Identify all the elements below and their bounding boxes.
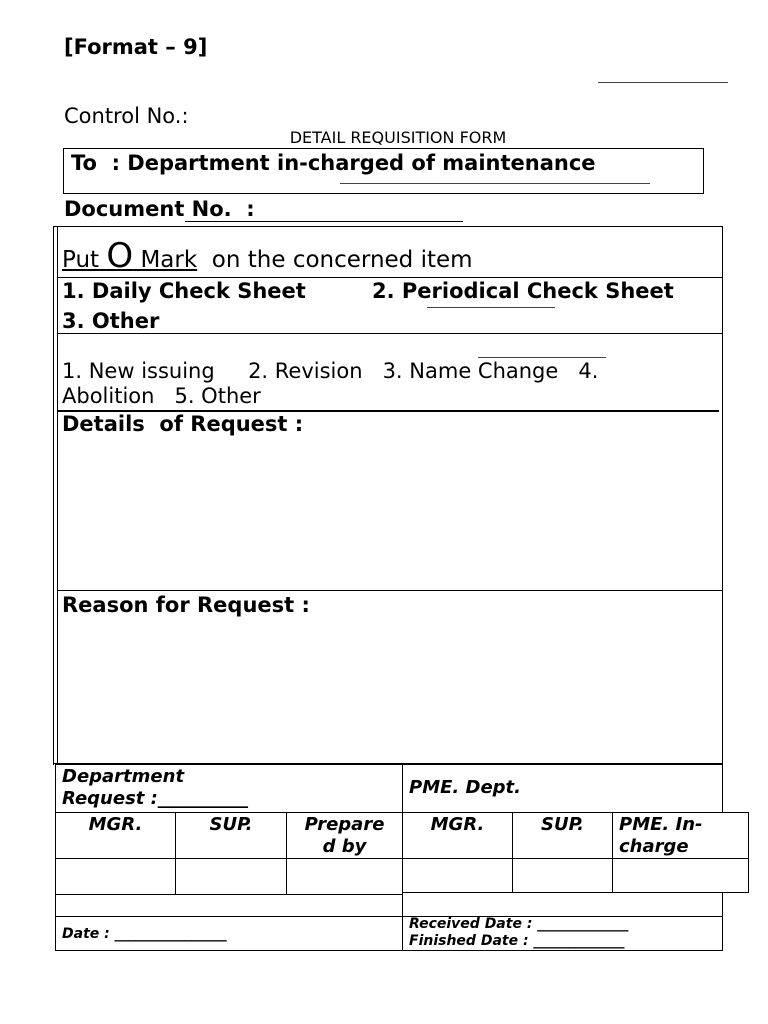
- finished-date-label: Finished Date : _____________: [409, 933, 625, 949]
- prepared-by-header: Prepare d by: [304, 814, 385, 857]
- mgr-left-sign-cell: [55, 858, 176, 895]
- outer-left-border: [53, 226, 54, 765]
- pme-incharge-header: PME. In- charge: [619, 814, 703, 857]
- sup-left-header: SUP.: [209, 814, 253, 835]
- mgr-left-header: MGR.: [88, 814, 143, 835]
- sup-left-sign-cell: [175, 858, 287, 895]
- form-title: DETAIL REQUISITION FORM: [289, 128, 507, 147]
- periodical-underline: [427, 307, 555, 308]
- instruction-rest: on the concerned item: [211, 247, 473, 273]
- pme-dept-label: PME. Dept.: [409, 777, 521, 798]
- left-gap-cell: [55, 894, 403, 917]
- instruction-row: [62, 236, 473, 280]
- prepared-by-sign-cell: [286, 858, 403, 895]
- outer-top-border: [53, 226, 723, 227]
- request-types-line1: 1. New issuing 2. Revision 3. Name Change 4.: [62, 359, 599, 383]
- reason-label: Reason for Request :: [62, 593, 310, 617]
- dept-request-line2: Request :__________: [62, 788, 248, 809]
- right-gap-border: [722, 892, 723, 916]
- sheet-type-periodical: 2. Periodical Check Sheet: [372, 279, 674, 303]
- date-label: Date : ________________: [62, 926, 227, 942]
- request-types-line2: Abolition 5. Other: [62, 384, 261, 408]
- received-date-label: Received Date : _____________: [409, 916, 629, 932]
- instruction-put: Put: [62, 247, 100, 273]
- document-no-underline: [185, 221, 463, 222]
- control-no-label: Control No.:: [64, 104, 189, 128]
- sup-right-sign-cell: [512, 858, 613, 893]
- sheet-type-daily: 1. Daily Check Sheet: [62, 279, 306, 303]
- instruction-symbol: O: [106, 236, 134, 276]
- dept-request-line1: Department: [62, 766, 185, 787]
- pme-incharge-sign-cell: [612, 858, 749, 893]
- mgr-right-header: MGR.: [430, 814, 485, 835]
- to-line: To : Department in-charged of maintenance: [71, 151, 596, 175]
- request-type-blank-line: [478, 357, 606, 358]
- to-underline: [340, 183, 650, 184]
- top-right-blank-line: [598, 82, 728, 83]
- sheet-type-other: 3. Other: [62, 309, 160, 333]
- outer-left-border-inner: [57, 226, 58, 765]
- outer-right-border: [722, 226, 723, 765]
- format-label: [Format – 9]: [64, 35, 208, 59]
- details-label: Details of Request :: [62, 412, 304, 436]
- divider-4: [57, 590, 723, 591]
- document-no-label: Document No. :: [64, 197, 255, 221]
- mgr-right-sign-cell: [402, 858, 513, 893]
- sup-right-header: SUP.: [541, 814, 584, 835]
- divider-2: [57, 333, 723, 334]
- instruction-mark: Mark: [140, 247, 198, 273]
